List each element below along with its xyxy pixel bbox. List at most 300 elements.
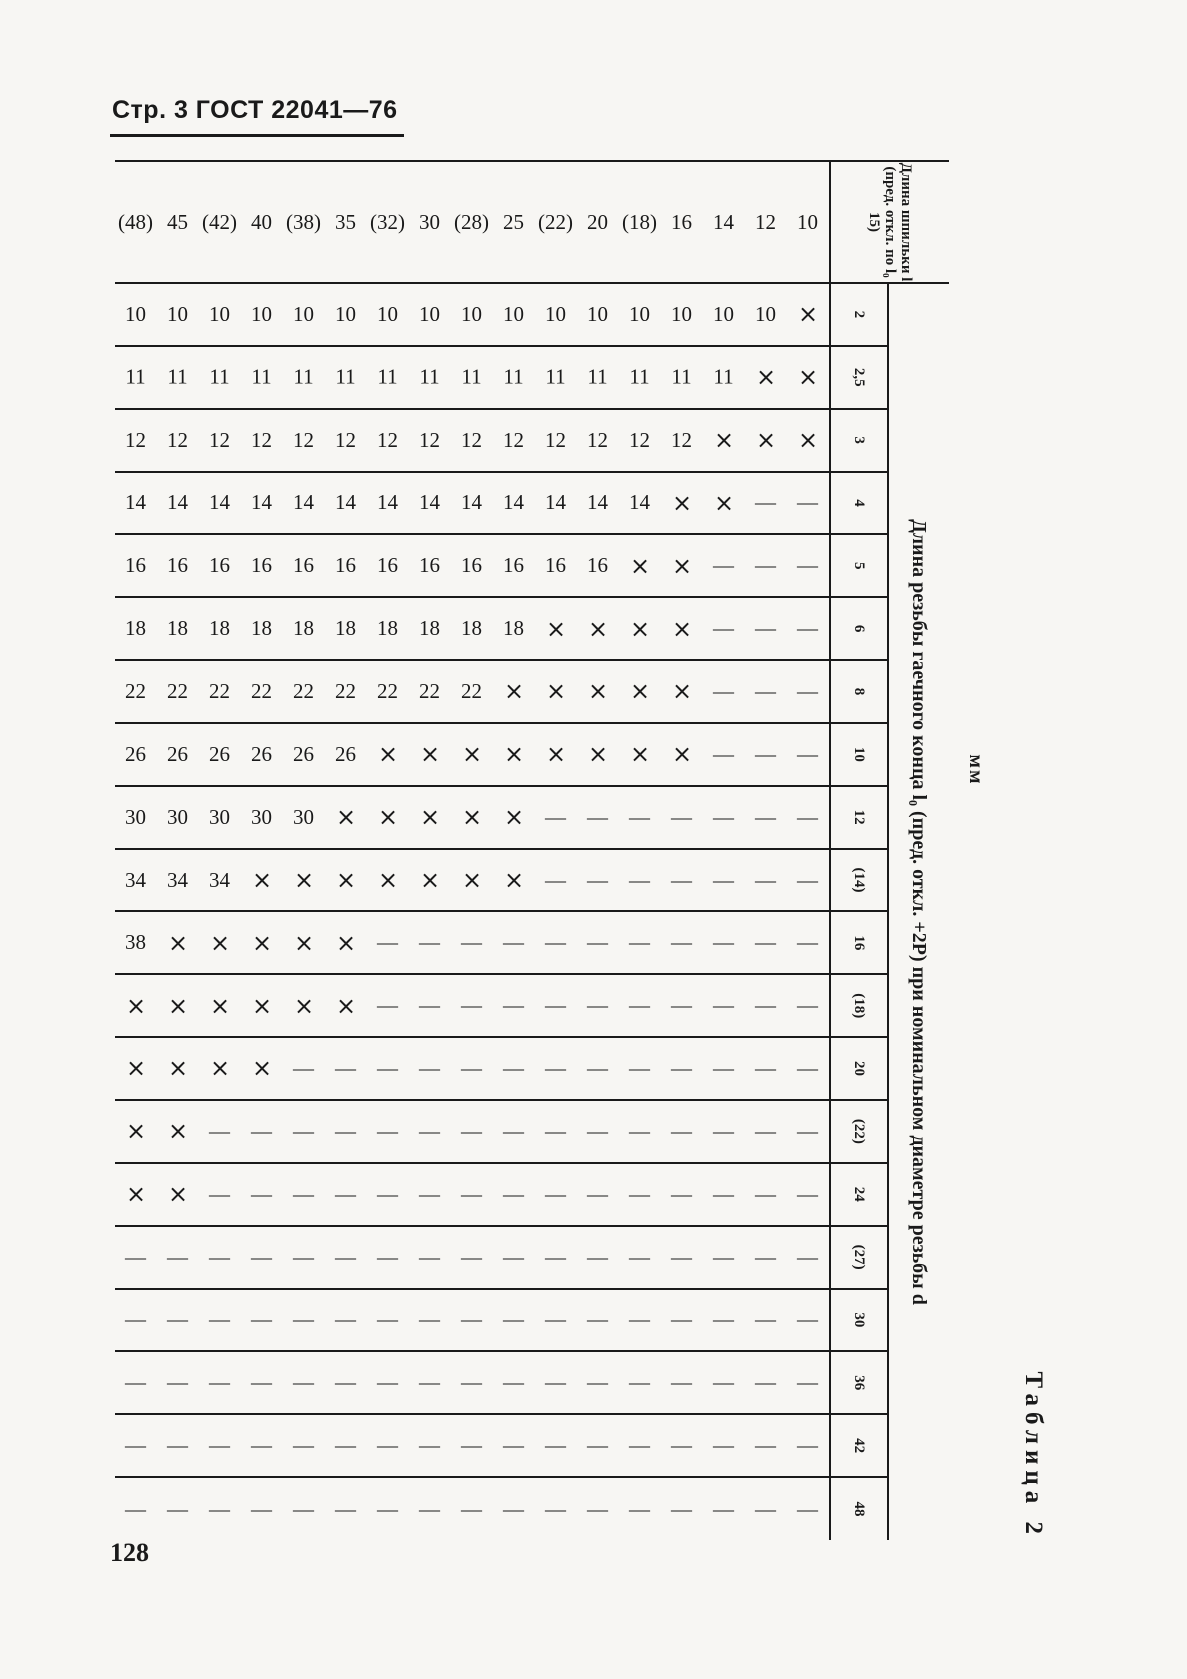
not-applicable-dash: — — [461, 1118, 483, 1143]
header-rule — [110, 134, 404, 137]
thread-length-cell — [199, 974, 241, 1037]
not-applicable-dash: — — [293, 1433, 315, 1458]
not-applicable-dash: — — [629, 1307, 651, 1332]
thread-length-cell — [367, 1100, 409, 1163]
thread-length-cell — [703, 974, 745, 1037]
thread-length-cell — [619, 1226, 661, 1289]
not-applicable-dash: — — [503, 1244, 525, 1269]
cross-mark: × — [251, 928, 273, 957]
thread-length-value: 26 — [293, 741, 315, 766]
cross-mark: × — [419, 803, 441, 832]
not-applicable-dash: — — [377, 1056, 399, 1081]
not-applicable-dash: — — [251, 1118, 273, 1143]
thread-length-cell — [661, 534, 703, 597]
thread-length-value: 11 — [503, 364, 525, 389]
not-applicable-dash: — — [503, 1181, 525, 1206]
cross-mark: × — [461, 866, 483, 895]
not-applicable-dash: — — [419, 993, 441, 1018]
thread-length-cell — [451, 1414, 493, 1477]
not-applicable-dash: — — [125, 1244, 147, 1269]
thread-length-value: 14 — [251, 490, 273, 515]
not-applicable-dash: — — [587, 1496, 609, 1521]
stud-length — [409, 161, 451, 283]
thread-length-cell — [745, 723, 787, 786]
not-applicable-dash: — — [503, 993, 525, 1018]
thread-length-cell — [619, 1037, 661, 1100]
not-applicable-dash: — — [797, 1056, 819, 1081]
not-applicable-dash: — — [461, 930, 483, 955]
not-applicable-dash: — — [209, 1433, 231, 1458]
not-applicable-dash: — — [377, 1433, 399, 1458]
not-applicable-dash: — — [419, 1496, 441, 1521]
thread-length-value: 14 — [629, 490, 651, 515]
cross-mark: × — [671, 551, 693, 580]
thread-length-cell — [157, 472, 199, 535]
thread-length-cell — [115, 534, 157, 597]
not-applicable-dash: — — [713, 553, 735, 578]
table-row — [745, 161, 787, 1540]
thread-length-value: 12 — [125, 427, 147, 452]
thread-length-cell — [703, 597, 745, 660]
thread-length-cell — [661, 1226, 703, 1289]
thread-length-cell — [577, 974, 619, 1037]
diameter-header: (27) — [830, 1226, 888, 1289]
thread-length-cell — [619, 534, 661, 597]
thread-length-cell — [115, 1414, 157, 1477]
thread-length-cell — [283, 1226, 325, 1289]
cross-mark: × — [167, 1117, 189, 1146]
thread-length-value: 14 — [377, 490, 399, 515]
thread-length-cell — [535, 1163, 577, 1226]
cross-mark: × — [629, 551, 651, 580]
not-applicable-dash: — — [671, 1433, 693, 1458]
thread-length-cell — [745, 786, 787, 849]
not-applicable-dash: — — [587, 930, 609, 955]
thread-length-value: 18 — [209, 616, 231, 641]
thread-length-cell — [787, 534, 830, 597]
thread-length-cell — [409, 1037, 451, 1100]
not-applicable-dash: — — [797, 867, 819, 892]
cross-mark: × — [167, 1054, 189, 1083]
thread-length-cell — [619, 723, 661, 786]
thread-length-cell — [199, 660, 241, 723]
diameter-header: 42 — [830, 1414, 888, 1477]
thread-length-cell — [787, 1477, 830, 1540]
thread-length-cell — [283, 1289, 325, 1352]
not-applicable-dash: — — [293, 1307, 315, 1332]
thread-length-cell — [787, 1351, 830, 1414]
diameter-header: 3 — [830, 409, 888, 472]
thread-length-cell — [703, 849, 745, 912]
thread-length-cell — [493, 1100, 535, 1163]
thread-length-cell — [619, 409, 661, 472]
thread-length-value: 12 — [671, 427, 693, 452]
thread-length-cell — [241, 1289, 283, 1352]
table-row — [787, 161, 830, 1540]
not-applicable-dash: — — [125, 1370, 147, 1395]
stud-length — [577, 161, 619, 283]
thread-length-cell — [157, 1414, 199, 1477]
thread-length-cell — [577, 911, 619, 974]
thread-length-cell — [409, 723, 451, 786]
thread-length-cell — [703, 472, 745, 535]
thread-length-cell — [157, 786, 199, 849]
thread-length-cell — [115, 660, 157, 723]
not-applicable-dash: — — [713, 1496, 735, 1521]
stud-length-cell: (22) — [538, 209, 574, 234]
thread-length-cell — [577, 1289, 619, 1352]
thread-length-value: 14 — [335, 490, 357, 515]
not-applicable-dash: — — [377, 1307, 399, 1332]
not-applicable-dash: — — [629, 1118, 651, 1143]
thread-length-value: 30 — [167, 804, 189, 829]
thread-length-cell — [409, 1477, 451, 1540]
thread-length-value: 11 — [209, 364, 231, 389]
thread-length-cell — [241, 1100, 283, 1163]
stud-length-cell: 10 — [797, 209, 819, 234]
thread-length-cell — [451, 597, 493, 660]
stud-length — [661, 161, 703, 283]
table-row — [115, 161, 157, 1540]
diameter-header: 30 — [830, 1289, 888, 1352]
not-applicable-dash: — — [797, 1244, 819, 1269]
cross-mark: × — [713, 488, 735, 517]
not-applicable-dash: — — [755, 553, 777, 578]
thread-length-cell — [493, 723, 535, 786]
thread-length-value: 22 — [209, 678, 231, 703]
not-applicable-dash: — — [629, 1496, 651, 1521]
thread-length-cell — [325, 472, 367, 535]
thread-length-cell — [787, 786, 830, 849]
thread-length-cell — [619, 974, 661, 1037]
not-applicable-dash: — — [251, 1181, 273, 1206]
stud-length — [157, 161, 199, 283]
cross-mark: × — [755, 426, 777, 455]
thread-length-cell — [619, 849, 661, 912]
thread-length-value: 18 — [293, 616, 315, 641]
thread-length-cell — [409, 409, 451, 472]
thread-length-cell — [745, 1100, 787, 1163]
not-applicable-dash: — — [713, 930, 735, 955]
thread-length-cell — [577, 597, 619, 660]
thread-length-cell — [577, 849, 619, 912]
not-applicable-dash: — — [587, 1307, 609, 1332]
table-row — [451, 161, 493, 1540]
thread-length-cell — [199, 1477, 241, 1540]
stud-length — [451, 161, 493, 283]
thread-length-cell — [367, 723, 409, 786]
thread-length-cell — [115, 409, 157, 472]
thread-length-cell — [367, 1477, 409, 1540]
thread-length-cell — [325, 1037, 367, 1100]
thread-length-value: 12 — [335, 427, 357, 452]
not-applicable-dash: — — [713, 1181, 735, 1206]
thread-length-cell — [325, 974, 367, 1037]
thread-length-value: 16 — [167, 553, 189, 578]
not-applicable-dash: — — [335, 1307, 357, 1332]
stud-length-cell: 20 — [587, 209, 609, 234]
not-applicable-dash: — — [545, 867, 567, 892]
thread-length-cell — [577, 1037, 619, 1100]
cross-mark: × — [797, 426, 819, 455]
not-applicable-dash: — — [209, 1244, 231, 1269]
stud-length — [535, 161, 577, 283]
thread-length-cell — [325, 1351, 367, 1414]
thread-length-cell — [241, 786, 283, 849]
thread-length-value: 14 — [461, 490, 483, 515]
thread-length-cell — [199, 346, 241, 409]
not-applicable-dash: — — [671, 993, 693, 1018]
thread-length-cell — [451, 660, 493, 723]
not-applicable-dash: — — [125, 1307, 147, 1332]
thread-length-cell — [325, 911, 367, 974]
stud-length-cell: 25 — [503, 209, 525, 234]
not-applicable-dash: — — [209, 1181, 231, 1206]
thread-length-cell — [367, 1414, 409, 1477]
table-row — [619, 161, 661, 1540]
thread-length-cell — [451, 786, 493, 849]
thread-length-cell — [325, 283, 367, 346]
thread-length-cell — [535, 849, 577, 912]
thread-length-value: 26 — [251, 741, 273, 766]
not-applicable-dash: — — [545, 1056, 567, 1081]
cross-mark: × — [293, 928, 315, 957]
not-applicable-dash: — — [503, 1496, 525, 1521]
stud-length-cell: (18) — [622, 209, 658, 234]
thread-length-cell — [535, 534, 577, 597]
thread-length-cell — [619, 1163, 661, 1226]
stud-thread-length-table — [115, 160, 949, 1540]
not-applicable-dash: — — [503, 1433, 525, 1458]
thread-length-cell — [283, 849, 325, 912]
thread-length-cell — [409, 849, 451, 912]
not-applicable-dash: — — [755, 678, 777, 703]
thread-length-value: 16 — [125, 553, 147, 578]
not-applicable-dash: — — [587, 867, 609, 892]
thread-length-cell — [283, 1037, 325, 1100]
not-applicable-dash: — — [461, 1307, 483, 1332]
thread-length-cell — [199, 1037, 241, 1100]
thread-length-cell — [703, 1163, 745, 1226]
thread-length-cell — [493, 1477, 535, 1540]
thread-length-value: 11 — [587, 364, 609, 389]
cross-mark: × — [671, 614, 693, 643]
thread-length-cell — [283, 1477, 325, 1540]
thread-length-cell — [283, 1163, 325, 1226]
thread-length-cell — [157, 409, 199, 472]
thread-length-cell — [199, 1289, 241, 1352]
diameter-header: 48 — [830, 1477, 888, 1540]
cross-mark: × — [503, 677, 525, 706]
not-applicable-dash: — — [335, 1118, 357, 1143]
not-applicable-dash: — — [419, 1244, 441, 1269]
thread-length-cell — [787, 911, 830, 974]
thread-length-value: 34 — [125, 867, 147, 892]
not-applicable-dash: — — [545, 1118, 567, 1143]
thread-length-value: 10 — [503, 301, 525, 326]
thread-length-cell — [535, 1351, 577, 1414]
thread-length-value: 10 — [587, 301, 609, 326]
not-applicable-dash: — — [671, 1496, 693, 1521]
thread-length-cell — [703, 1414, 745, 1477]
thread-length-value: 11 — [461, 364, 483, 389]
thread-length-value: 26 — [335, 741, 357, 766]
thread-length-cell — [325, 534, 367, 597]
cross-mark: × — [587, 740, 609, 769]
cross-mark: × — [545, 614, 567, 643]
not-applicable-dash: — — [797, 1181, 819, 1206]
thread-length-cell — [493, 1289, 535, 1352]
not-applicable-dash: — — [713, 867, 735, 892]
thread-length-cell — [367, 472, 409, 535]
thread-length-cell — [661, 597, 703, 660]
thread-length-value: 26 — [167, 741, 189, 766]
thread-length-cell — [409, 911, 451, 974]
thread-length-cell — [241, 534, 283, 597]
cross-mark: × — [125, 1054, 147, 1083]
thread-length-cell — [325, 723, 367, 786]
thread-length-cell — [325, 786, 367, 849]
thread-length-cell — [199, 409, 241, 472]
not-applicable-dash: — — [587, 1433, 609, 1458]
not-applicable-dash: — — [713, 1433, 735, 1458]
thread-length-cell — [115, 911, 157, 974]
thread-length-value: 10 — [209, 301, 231, 326]
thread-length-cell — [493, 346, 535, 409]
not-applicable-dash: — — [419, 1307, 441, 1332]
thread-length-cell — [493, 974, 535, 1037]
thread-length-cell — [619, 786, 661, 849]
thread-length-cell — [409, 1414, 451, 1477]
table-row — [325, 161, 367, 1540]
not-applicable-dash: — — [293, 1056, 315, 1081]
thread-length-cell — [787, 660, 830, 723]
thread-length-cell — [367, 409, 409, 472]
thread-length-cell — [787, 1414, 830, 1477]
thread-length-cell — [157, 911, 199, 974]
thread-length-cell — [157, 849, 199, 912]
table-row — [535, 161, 577, 1540]
thread-length-cell — [241, 283, 283, 346]
not-applicable-dash: — — [713, 1056, 735, 1081]
thread-length-cell — [787, 472, 830, 535]
thread-length-cell — [535, 1037, 577, 1100]
thread-length-cell — [703, 283, 745, 346]
stud-length-cell: 12 — [755, 209, 777, 234]
thread-length-cell — [157, 1226, 199, 1289]
stud-length — [115, 161, 157, 283]
thread-length-cell — [703, 1289, 745, 1352]
cross-mark: × — [503, 740, 525, 769]
thread-length-cell — [577, 1414, 619, 1477]
thread-length-cell — [577, 660, 619, 723]
thread-length-value: 14 — [503, 490, 525, 515]
thread-length-cell — [283, 597, 325, 660]
thread-length-cell — [703, 1226, 745, 1289]
cross-mark: × — [293, 991, 315, 1020]
thread-length-cell — [115, 849, 157, 912]
not-applicable-dash: — — [797, 741, 819, 766]
not-applicable-dash: — — [797, 616, 819, 641]
not-applicable-dash: — — [377, 993, 399, 1018]
thread-length-cell — [535, 974, 577, 1037]
not-applicable-dash: — — [209, 1496, 231, 1521]
thread-length-cell — [703, 1351, 745, 1414]
thread-length-cell — [745, 1289, 787, 1352]
thread-length-cell — [787, 1037, 830, 1100]
cross-mark: × — [797, 300, 819, 329]
thread-length-cell — [451, 1289, 493, 1352]
thread-length-cell — [577, 786, 619, 849]
diameter-header: 20 — [830, 1037, 888, 1100]
thread-length-cell — [787, 1100, 830, 1163]
thread-length-value: 16 — [503, 553, 525, 578]
not-applicable-dash: — — [461, 1056, 483, 1081]
thread-length-cell — [661, 1351, 703, 1414]
thread-length-value: 12 — [419, 427, 441, 452]
cross-mark: × — [377, 740, 399, 769]
thread-length-value: 38 — [125, 930, 147, 955]
table-row — [409, 161, 451, 1540]
table-caption: Таблица 2 — [1020, 1371, 1047, 1540]
thread-length-cell — [241, 1414, 283, 1477]
not-applicable-dash: — — [713, 1370, 735, 1395]
thread-length-cell — [451, 911, 493, 974]
thread-length-cell — [577, 346, 619, 409]
thread-length-cell — [535, 723, 577, 786]
not-applicable-dash: — — [167, 1244, 189, 1269]
thread-length-cell — [661, 1477, 703, 1540]
thread-length-cell — [787, 849, 830, 912]
thread-length-value: 16 — [545, 553, 567, 578]
diameter-header: 5 — [830, 534, 888, 597]
cross-mark: × — [335, 991, 357, 1020]
not-applicable-dash: — — [335, 1496, 357, 1521]
diameter-header: 2,5 — [830, 346, 888, 409]
thread-length-value: 18 — [335, 616, 357, 641]
thread-length-cell — [115, 786, 157, 849]
not-applicable-dash: — — [377, 1181, 399, 1206]
not-applicable-dash: — — [755, 741, 777, 766]
thread-length-value: 18 — [251, 616, 273, 641]
thread-length-cell — [241, 974, 283, 1037]
thread-length-cell — [325, 849, 367, 912]
thread-length-cell — [661, 723, 703, 786]
table-row — [661, 161, 703, 1540]
thread-length-value: 12 — [167, 427, 189, 452]
thread-length-cell — [115, 1163, 157, 1226]
thread-length-value: 30 — [251, 804, 273, 829]
not-applicable-dash: — — [755, 1244, 777, 1269]
running-head: Стр. 3 ГОСТ 22041—76 — [112, 96, 398, 124]
not-applicable-dash: — — [293, 1370, 315, 1395]
thread-length-cell — [241, 346, 283, 409]
thread-length-value: 34 — [167, 867, 189, 892]
not-applicable-dash: — — [755, 616, 777, 641]
thread-length-cell — [451, 1477, 493, 1540]
not-applicable-dash: — — [671, 1307, 693, 1332]
not-applicable-dash: — — [251, 1496, 273, 1521]
not-applicable-dash: — — [755, 993, 777, 1018]
thread-length-cell — [745, 597, 787, 660]
thread-length-cell — [619, 660, 661, 723]
thread-length-cell — [325, 660, 367, 723]
cross-mark: × — [419, 740, 441, 769]
not-applicable-dash: — — [545, 1370, 567, 1395]
not-applicable-dash: — — [713, 993, 735, 1018]
thread-length-cell — [199, 911, 241, 974]
thread-length-value: 10 — [167, 301, 189, 326]
